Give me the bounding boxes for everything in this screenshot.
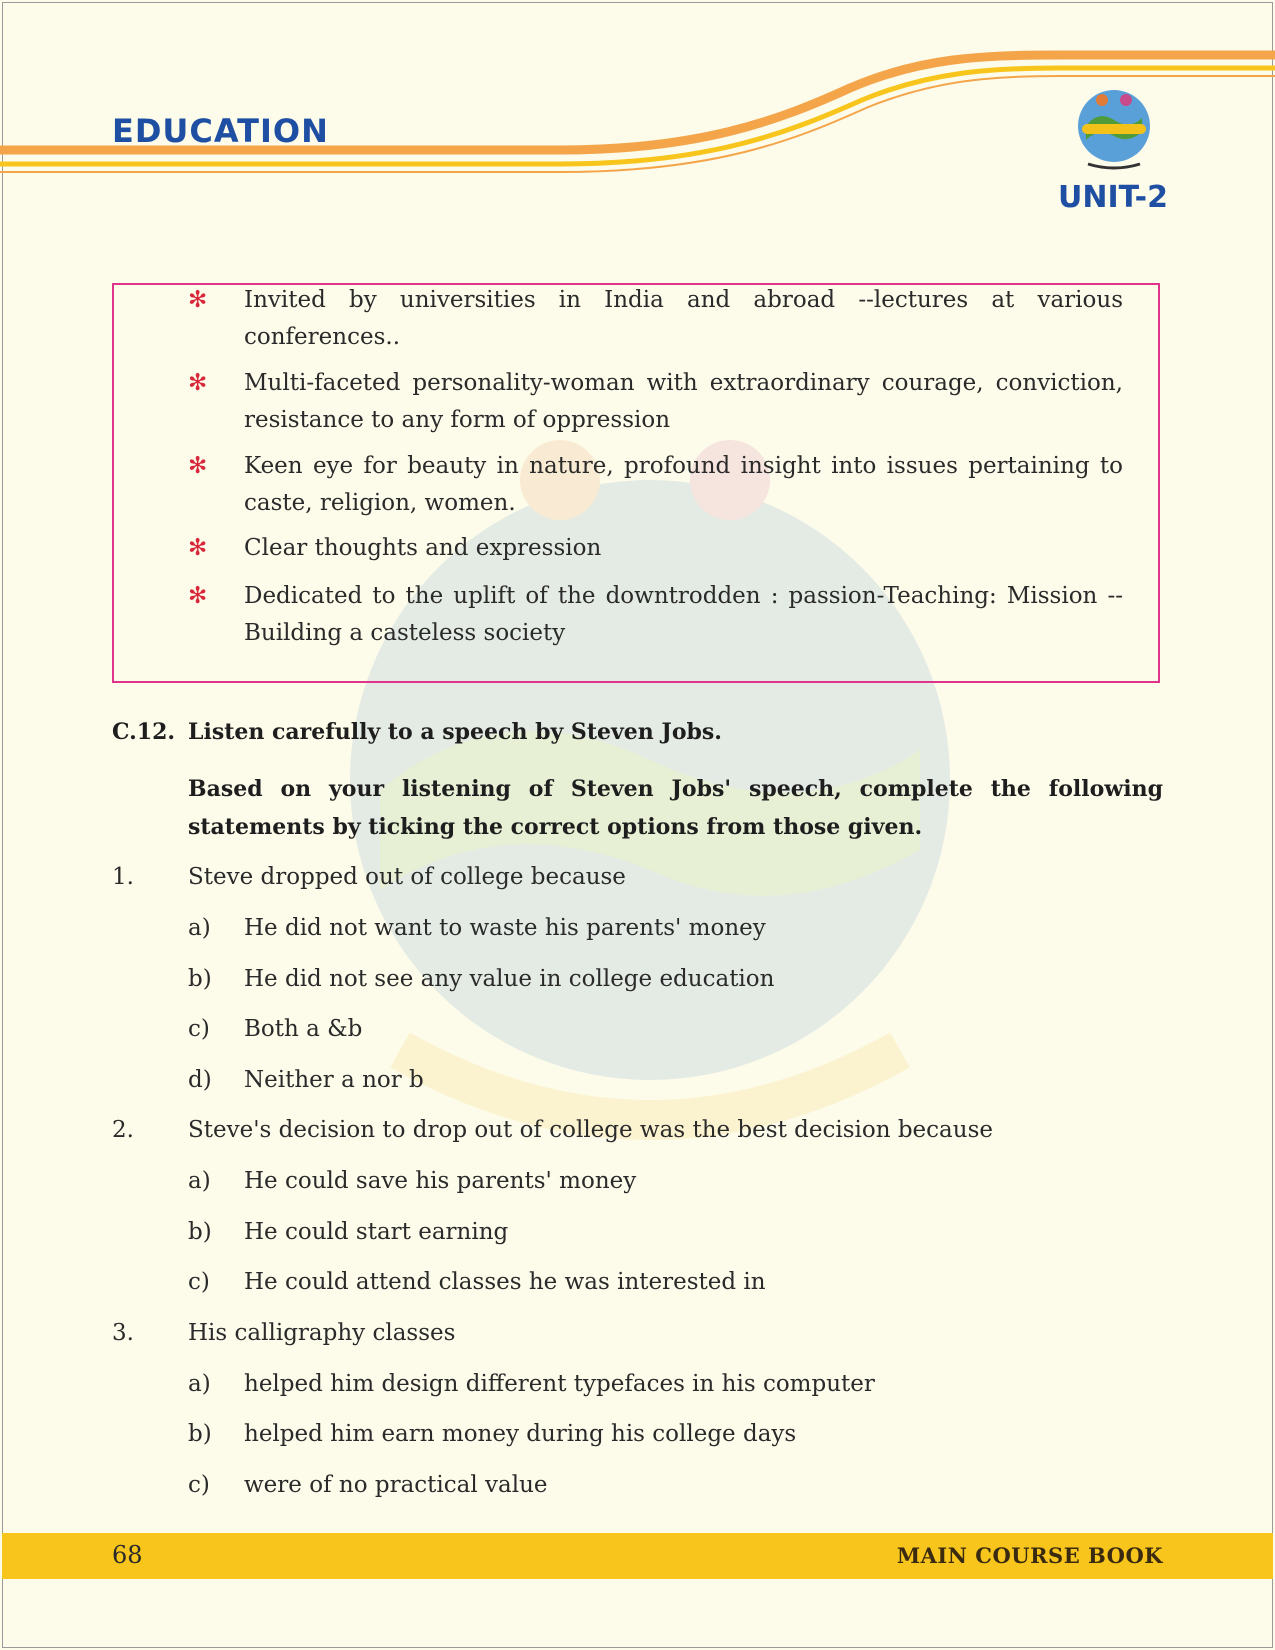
bullet-text: Keen eye for beauty in nature, profound insight into issues pertaining to caste, religion, women.	[244, 453, 1123, 516]
asterisk-bullet-icon: ✻	[188, 370, 208, 396]
section-heading	[112, 719, 722, 745]
question-number: 1.	[112, 864, 134, 890]
option-letter: b)	[188, 1421, 212, 1447]
asterisk-bullet-icon: ✻	[188, 583, 208, 609]
option-letter: d)	[188, 1067, 212, 1093]
section-number: C.12.	[112, 719, 176, 745]
option-letter: c)	[188, 1269, 210, 1295]
option-letter: b)	[188, 966, 212, 992]
option-text: were of no practical value	[244, 1472, 548, 1498]
option-text: helped him design different typefaces in his computer	[244, 1371, 875, 1397]
bullet-text: Clear thoughts and expression	[244, 535, 602, 561]
option-letter: b)	[188, 1219, 212, 1245]
bullet-item	[188, 530, 1123, 567]
option-text: He could save his parents' money	[244, 1168, 637, 1194]
option-letter: a)	[188, 915, 211, 941]
unit-label: UNIT-2	[1058, 180, 1169, 215]
section-heading-text: Listen carefully to a speech by Steven Jobs.	[188, 719, 722, 745]
asterisk-bullet-icon: ✻	[188, 535, 208, 561]
bullet-item	[188, 365, 1123, 439]
option-letter: c)	[188, 1016, 210, 1042]
asterisk-bullet-icon: ✻	[188, 453, 208, 479]
bullet-text: Dedicated to the uplift of the downtrodden : passion-Teaching: Mission -- Building a casteless society	[244, 583, 1123, 646]
option-text: He could start earning	[244, 1219, 509, 1245]
question-number: 3.	[112, 1320, 134, 1346]
option-letter: c)	[188, 1472, 210, 1498]
page-title: EDUCATION	[112, 112, 329, 150]
option-text: Neither a nor b	[244, 1067, 424, 1093]
page-number: 68	[112, 1541, 143, 1569]
option-text: helped him earn money during his college days	[244, 1421, 797, 1447]
bullet-text: Multi-faceted personality-woman with extraordinary courage, conviction, resistance to any form of oppression	[244, 370, 1123, 433]
question-text: His calligraphy classes	[188, 1320, 456, 1346]
question-text: Steve's decision to drop out of college was the best decision because	[188, 1117, 993, 1143]
section-instruction: Based on your listening of Steven Jobs' speech, complete the following statements by ticking the correct options from those given.	[188, 776, 1163, 840]
book-title: MAIN COURSE BOOK	[896, 1543, 1163, 1568]
option-text: Both a &b	[244, 1016, 363, 1042]
option-text: He could attend classes he was interested in	[244, 1269, 766, 1295]
question-number: 2.	[112, 1117, 134, 1143]
question-text: Steve dropped out of college because	[188, 864, 626, 890]
bullet-item	[188, 448, 1123, 522]
option-text: He did not see any value in college education	[244, 966, 775, 992]
bullet-item	[188, 578, 1123, 652]
asterisk-bullet-icon: ✻	[188, 287, 208, 313]
cbse-logo-icon	[1068, 80, 1160, 172]
bullet-text: Invited by universities in India and abroad --lectures at various conferences..	[244, 287, 1123, 350]
option-letter: a)	[188, 1371, 211, 1397]
bullet-item	[188, 282, 1123, 356]
option-letter: a)	[188, 1168, 211, 1194]
option-text: He did not want to waste his parents' money	[244, 915, 766, 941]
